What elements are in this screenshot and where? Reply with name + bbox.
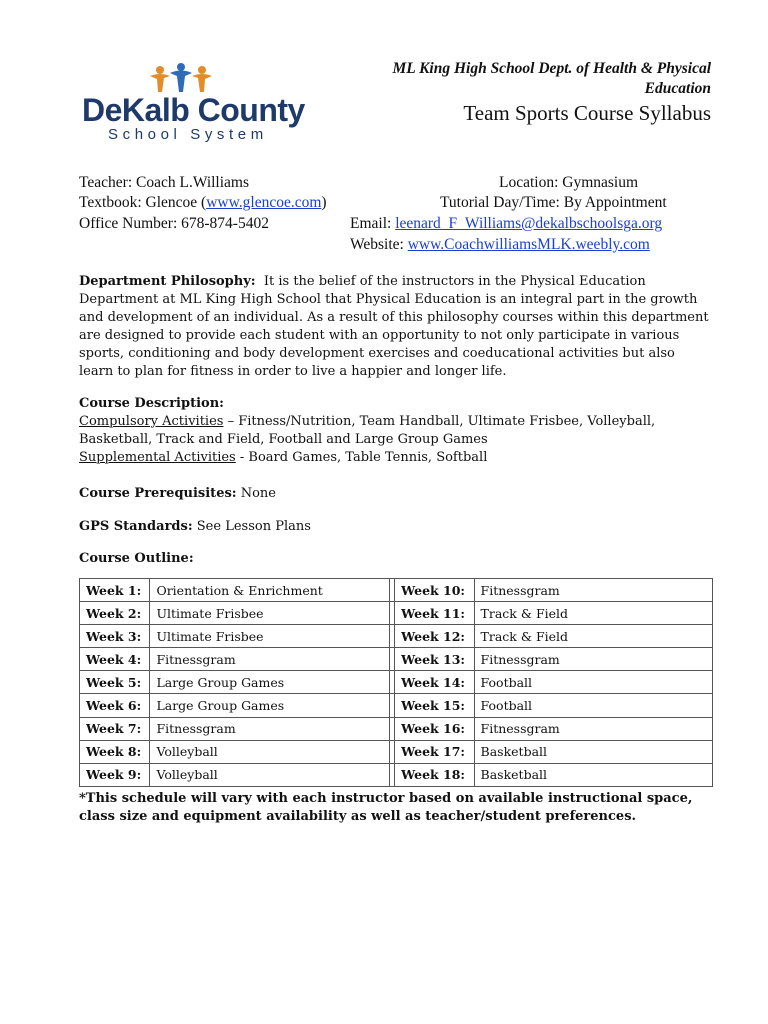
course-outline-table xyxy=(79,578,713,787)
logo-subtitle: School System xyxy=(108,126,268,143)
prerequisites-value: None xyxy=(240,486,277,501)
week-activity: Ultimate Frisbee xyxy=(150,602,389,625)
email xyxy=(350,214,662,234)
week-activity: Volleyball xyxy=(150,740,389,763)
week-activity: Fitnessgram xyxy=(474,648,712,671)
compulsory-text: – Fitness/Nutrition, Team Handball, Ultimate Frisbee, Volleyball, Basketball, Track and Field, Football and Large Group Games xyxy=(79,414,656,447)
gps-value: See Lesson Plans xyxy=(196,519,311,534)
week-label: Week 5: xyxy=(80,671,150,694)
people-icon xyxy=(146,62,216,96)
textbook-link[interactable]: www.glencoe.com xyxy=(206,194,322,211)
week-label: Week 8: xyxy=(80,740,150,763)
table-row xyxy=(80,717,713,740)
teacher: Teacher: Coach L.Williams xyxy=(79,174,250,191)
week-label: Week 18: xyxy=(395,763,474,786)
table-row xyxy=(80,648,713,671)
week-activity: Ultimate Frisbee xyxy=(150,625,389,648)
prerequisites xyxy=(79,485,276,503)
week-label: Week 11: xyxy=(395,602,474,625)
philosophy-text: It is the belief of the instructors in the Physical Education Department at ML King High School that Physical Education is an integral part in the growth and development of an individual. As a result of this philosophy courses within this department are designed to provide each student with an opportunity to not only participate in various sports, conditioning and body development exercises and coeducational activities but also learn to plan for fitness in order to live a happier and longer life. xyxy=(79,274,709,379)
email-label: Email: xyxy=(350,215,396,232)
week-label: Week 15: xyxy=(395,694,474,717)
week-activity: Football xyxy=(474,694,712,717)
supplemental-line xyxy=(79,449,713,467)
week-activity: Fitnessgram xyxy=(474,717,712,740)
table-row xyxy=(80,671,713,694)
textbook-suffix: ) xyxy=(321,194,327,211)
week-activity: Orientation & Enrichment xyxy=(150,579,389,602)
gps-label: GPS Standards: xyxy=(79,519,193,534)
location: Location: Gymnasium xyxy=(499,174,639,191)
website-link[interactable]: www.CoachwilliamsMLK.weebly.com xyxy=(407,236,650,253)
week-activity: Fitnessgram xyxy=(150,717,389,740)
website-label: Website: xyxy=(350,236,408,253)
week-activity: Fitnessgram xyxy=(150,648,389,671)
week-activity: Large Group Games xyxy=(150,671,389,694)
week-label: Week 3: xyxy=(80,625,150,648)
week-activity: Track & Field xyxy=(474,625,712,648)
district-logo xyxy=(78,62,305,150)
week-label: Week 6: xyxy=(80,694,150,717)
compulsory-line xyxy=(79,413,713,449)
week-label: Week 16: xyxy=(395,717,474,740)
week-label: Week 17: xyxy=(395,740,474,763)
week-label: Week 7: xyxy=(80,717,150,740)
tutorial-time: Tutorial Day/Time: By Appointment xyxy=(440,194,667,211)
week-activity: Basketball xyxy=(474,740,712,763)
philosophy-label: Department Philosophy: xyxy=(79,274,256,289)
week-activity: Football xyxy=(474,671,712,694)
table-row xyxy=(80,602,713,625)
table-row xyxy=(80,625,713,648)
week-label: Week 12: xyxy=(395,625,474,648)
logo-title: DeKalb County xyxy=(82,92,305,128)
textbook-prefix: Textbook: Glencoe ( xyxy=(79,194,207,211)
week-activity: Large Group Games xyxy=(150,694,389,717)
course-title: Team Sports Course Syllabus xyxy=(463,101,711,125)
course-description xyxy=(79,395,713,467)
week-label: Week 13: xyxy=(395,648,474,671)
week-label: Week 10: xyxy=(395,579,474,602)
textbook xyxy=(79,193,327,213)
week-label: Week 2: xyxy=(80,602,150,625)
department-title: ML King High School Dept. of Health & Physical Education xyxy=(392,60,711,97)
schedule-note: *This schedule will vary with each instructor based on available instructional space, class size and equipment availability as well as teacher/student preferences. xyxy=(79,791,693,824)
gps-standards xyxy=(79,518,311,536)
compulsory-label: Compulsory Activities xyxy=(79,414,224,429)
week-activity: Basketball xyxy=(474,763,712,786)
philosophy-paragraph xyxy=(79,273,713,381)
description-label: Course Description: xyxy=(79,396,224,411)
outline-label: Course Outline: xyxy=(79,551,194,566)
week-activity: Fitnessgram xyxy=(474,579,712,602)
table-row xyxy=(80,763,713,786)
email-link[interactable]: leenard_F_Williams@dekalbschoolsga.org xyxy=(395,215,663,232)
week-label: Week 9: xyxy=(80,763,150,786)
table-row xyxy=(80,579,713,602)
prerequisites-label: Course Prerequisites: xyxy=(79,486,237,501)
supplemental-text: - Board Games, Table Tennis, Softball xyxy=(235,450,488,465)
week-activity: Volleyball xyxy=(150,763,389,786)
supplemental-label: Supplemental Activities xyxy=(79,450,236,465)
website xyxy=(350,235,650,255)
week-label: Week 14: xyxy=(395,671,474,694)
week-label: Week 4: xyxy=(80,648,150,671)
week-label: Week 1: xyxy=(80,579,150,602)
week-activity: Track & Field xyxy=(474,602,712,625)
office-number: Office Number: 678-874-5402 xyxy=(79,215,269,232)
table-row xyxy=(80,740,713,763)
table-row xyxy=(80,694,713,717)
